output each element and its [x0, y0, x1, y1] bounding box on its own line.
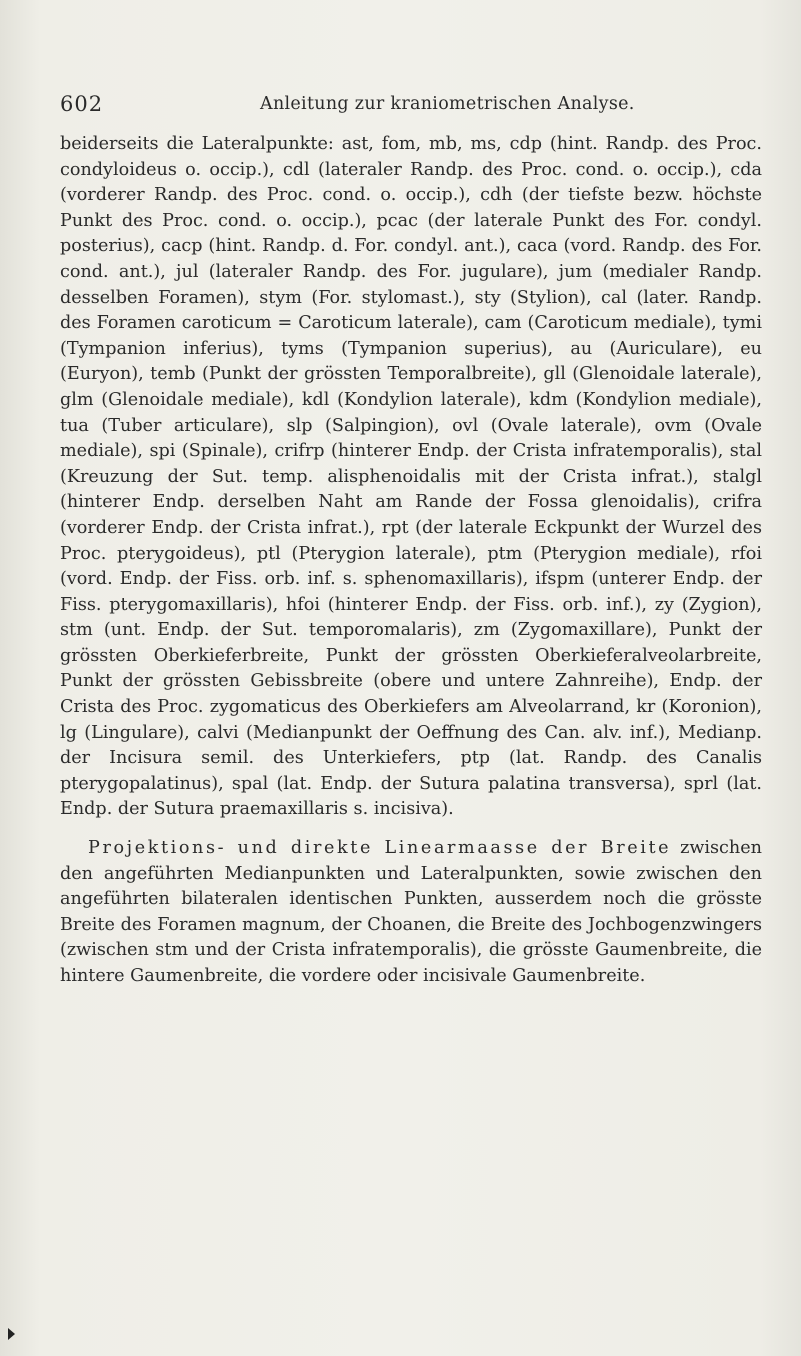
spaced-heading-text: Projektions- und direkte Linearmaasse der Breite [88, 838, 672, 859]
paragraph-continuation: zwischen den angeführten Medianpunkten und Lateralpunkten, sowie zwischen den angeführten bilateralen identischen Punkten, ausserdem noch die grösste Breite des Foramen magnum, der Choanen, die Breite des Jochbogenzwingers (zwischen stm und der Crista infratemporalis), die grösste Gaumenbreite, die hintere Gaumenbreite, die vordere oder incisivale Gaumenbreite. [60, 838, 762, 986]
paragraph-lateral-points: beiderseits die Lateralpunkte: ast, fom, mb, ms, cdp (hint. Randp. des Proc. condyloideus o. occip.), cdl (lateraler Randp. des Proc. cond. o. occip.), cda (vorderer Randp. des Proc. cond. o. occip.), cdh (der tiefste bezw. höchste Punkt des Proc. cond. o. occip.), pcac (der laterale Punkt des For. condyl. posterius), cacp (hint. Randp. d. For. condyl. ant.), caca (vord. Randp. des For. cond. ant.), jul (lateraler Randp. des For. jugulare), jum (medialer Randp. desselben Foramen), stym (For. stylomast.), sty (Stylion), cal (later. Randp. des Foramen caroticum = Caroticum laterale), cam (Caroticum mediale), tymi (Tympanion inferius), tyms (Tympanion superius), au (Auriculare), eu (Euryon), temb (Punkt der grössten Temporalbreite), gll (Glenoidale laterale), glm (Glenoidale mediale), kdl (Kondylion laterale), kdm (Kondylion mediale), tua (Tuber articulare), slp (Salpingion), ovl (Ovale laterale), ovm (Ovale mediale), spi (Spinale), crifrp (hinterer Endp. der Crista infratemporalis), stal (Kreuzung der Sut. temp. alisphenoidalis mit der Crista infrat.), stalgl (hinterer Endp. derselben Naht am Rande der Fossa glenoidalis), crifra (vorderer Endp. der Crista infrat.), rpt (der laterale Eckpunkt der Wurzel des Proc. pterygoideus), ptl (Pterygion laterale), ptm (Pterygion mediale), rfoi (vord. Endp. der Fiss. orb. inf. s. sphenomaxillaris), ifspm (unterer Endp. der Fiss. pterygomaxillaris), hfoi (hinterer Endp. der Fiss. orb. inf.), zy (Zygion), stm (unt. Endp. der Sut. temporomalaris), zm (Zygomaxillare), Punkt der grössten Oberkieferbreite, Punkt der grössten Oberkieferalveolarbreite, Punkt der grössten Gebissbreite (obere und untere Zahnreihe), Endp. der Crista des Proc. zygomaticus des Oberkiefers am Alveolarrand, kr (Koronion), lg (Lingulare), calvi (Medianpunkt der Oeffnung des Can. alv. inf.), Medianp. der Incisura semil. des Unterkiefers, ptp (lat. Randp. des Canalis pterygopalatinus), spal (lat. Endp. der Sutura palatina transversa), sprl (lat. Endp. der Sutura praemaxillaris s. incisiva). [60, 134, 762, 820]
paragraph-breadth-measures [60, 836, 762, 990]
body-text [60, 132, 762, 990]
margin-arrow-icon [8, 1328, 15, 1340]
running-title: Anleitung zur kraniometrischen Analyse. [260, 94, 635, 114]
page-header [60, 92, 760, 120]
page-number: 602 [60, 92, 104, 116]
